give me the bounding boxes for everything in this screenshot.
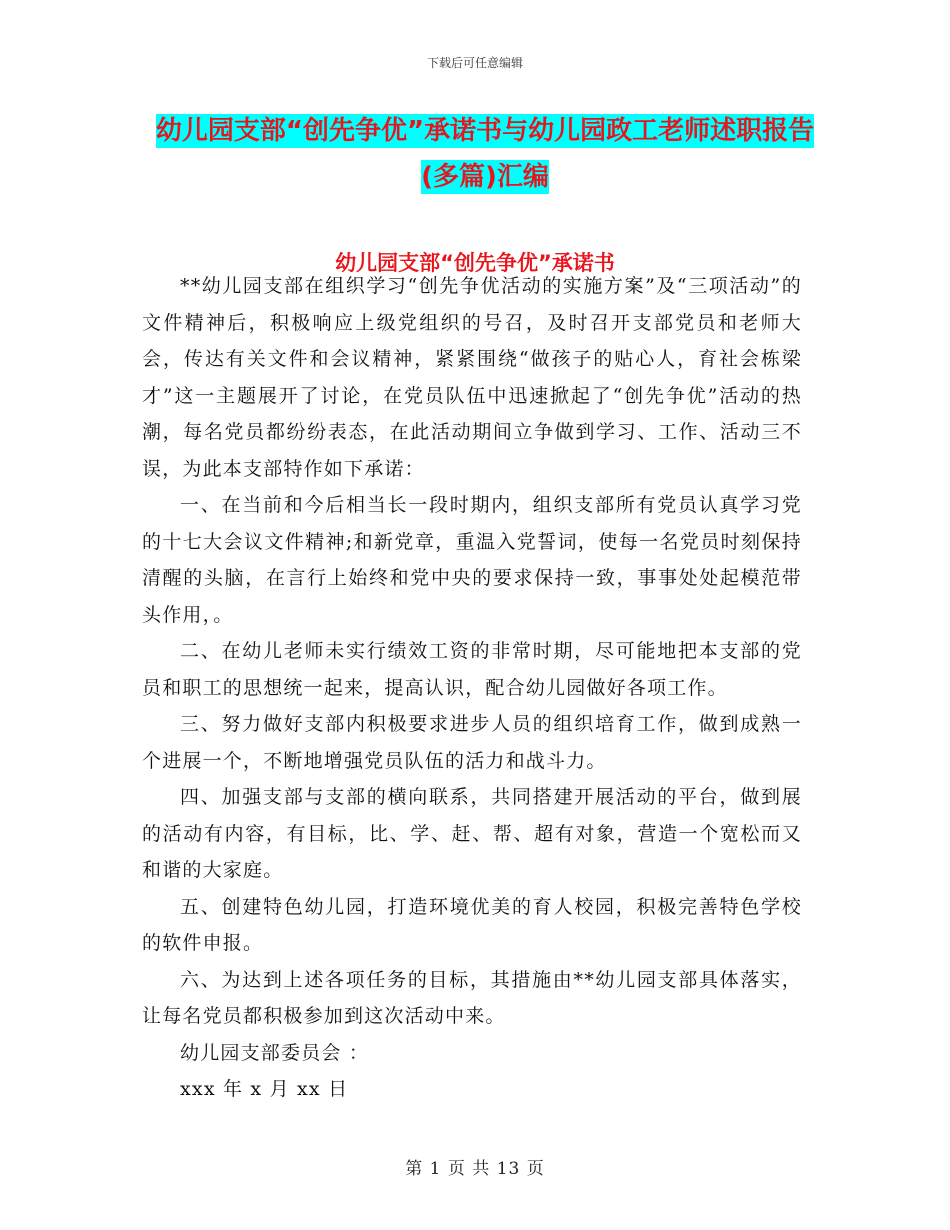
page-number: 第 1 页 共 13 页 [405, 1159, 545, 1179]
paragraph-item-3: 三、努力做好支部内积极要求进步人员的组织培育工作，做到成熟一个进展一个，不断地增强党员队伍的活力和战斗力。 [142, 713, 802, 772]
signature-line: 幼儿园支部委员会 ： [180, 1041, 370, 1064]
document-title [140, 108, 830, 200]
paragraph-intro: **幼儿园支部在组织学习“创先争优活动的实施方案”及“三项活动”的文件精神后，积极响应上级党组织的号召，及时召开支部党员和老师大会，传达有关文件和会议精神，紧紧围绕“做孩子的贴心人，育社会栋梁才”这一主题展开了讨论，在党员队伍中迅速掀起了“创先争优”活动的热潮，每名党员都纷纷表态，在此活动期间立争做到学习、工作、活动三不误，为此本支部特作如下承诺： [142, 275, 802, 480]
header-note: 下载后可任意编辑 [426, 56, 523, 70]
section-title: 幼儿园支部“创先争优”承诺书 [335, 251, 615, 275]
paragraph-item-4: 四、加强支部与支部的横向联系，共同搭建开展活动的平台，做到展的活动有内容，有目标，比、学、赶、帮、超有对象，营造一个宽松而又和谐的大家庭。 [142, 786, 802, 881]
paragraph-item-1: 一、在当前和今后相当长一段时期内，组织支部所有党员认真学习党的十七大会议文件精神;和新党章，重温入党誓词，使每一名党员时刻保持清醒的头脑，在言行上始终和党中央的要求保持一致，事事处处起模范带头作用，。 [142, 494, 802, 626]
paragraph-item-6: 六、为达到上述各项任务的目标，其措施由**幼儿园支部具体落实，让每名党员都积极参加到这次活动中来。 [142, 968, 802, 1027]
paragraph-item-2: 二、在幼儿老师未实行绩效工资的非常时期，尽可能地把本支部的党员和职工的思想统一起来，提高认识，配合幼儿园做好各项工作。 [142, 640, 802, 699]
date-line: xxx 年 x 月 xx 日 [180, 1078, 349, 1100]
paragraph-item-5: 五、创建特色幼儿园，打造环境优美的育人校园，积极完善特色学校的软件申报。 [142, 895, 802, 954]
document-body [142, 268, 802, 1108]
document-title-text: 幼儿园支部“创先争优”承诺书与幼儿园政工老师述职报告(多篇)汇编 [155, 116, 815, 192]
